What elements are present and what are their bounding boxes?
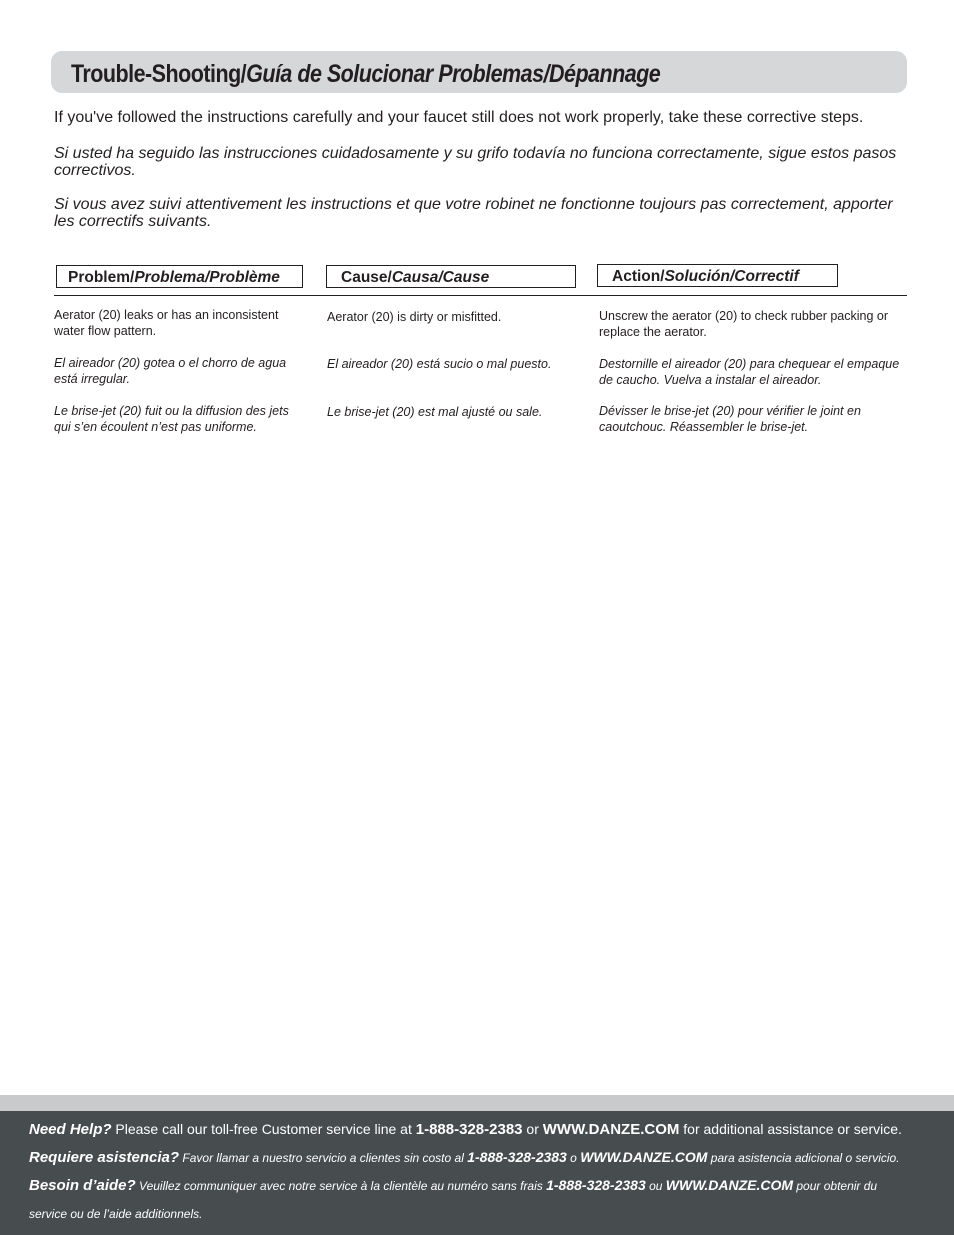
- help-line-english: [29, 1121, 902, 1138]
- website-link[interactable]: WWW.DANZE.COM: [665, 1177, 794, 1193]
- problem-spanish: El aireador (20) gotea o el chorro de agua está irregular.: [54, 356, 287, 386]
- header-cause-rest: Causa/Cause: [391, 269, 490, 286]
- action-french: Dévisser le brise-jet (20) pour vérifier le joint en caoutchouc. Réassembler le brise-jet.: [599, 404, 861, 434]
- header-problem-rest: Problema/Problème: [134, 269, 280, 286]
- cause-french: Le brise-jet (20) est mal ajusté ou sale.: [327, 405, 543, 419]
- help-text-french-continued: service ou de l’aide additionnels.: [29, 1207, 203, 1221]
- title-english: Trouble-Shooting/: [71, 60, 247, 88]
- help-connector-french: ou: [645, 1179, 666, 1193]
- help-connector-english: or: [522, 1121, 543, 1137]
- help-label-spanish: Requiere asistencia?: [29, 1149, 180, 1166]
- header-action-rest: Solución/Correctif: [664, 268, 799, 285]
- header-cause-en: Cause/: [341, 269, 392, 286]
- help-connector-spanish: o: [566, 1151, 581, 1165]
- intro-english: If you've followed the instructions carefully and your faucet still does not work properly, take these corrective steps.: [54, 109, 864, 126]
- title-bar: [51, 51, 907, 93]
- help-line-french: [29, 1177, 877, 1194]
- help-text-english-end: for additional assistance or service.: [679, 1121, 902, 1137]
- help-text-french-end: pour obtenir du: [793, 1179, 878, 1193]
- header-problem: [56, 265, 303, 288]
- help-line-french-continued: [29, 1207, 202, 1221]
- phone-number: 1-888-328-2383: [415, 1121, 523, 1138]
- title-translations: Guía de Solucionar Problemas/Dépannage: [246, 60, 661, 88]
- problem-english: Aerator (20) leaks or has an inconsistent water flow pattern.: [54, 308, 279, 338]
- help-text-spanish: Favor llamar a nuestro servicio a clientes sin costo al: [179, 1151, 468, 1165]
- action-spanish: Destornille el aireador (20) para chequear el empaque de caucho. Vuelva a instalar el aireador.: [599, 357, 900, 387]
- help-text-spanish-end: para asistencia adicional o servicio.: [707, 1151, 900, 1165]
- phone-number: 1-888-328-2383: [467, 1149, 567, 1165]
- help-text-french: Veuillez communiquer avec notre service à la clientèle au numéro sans frais: [135, 1179, 547, 1193]
- header-action: [597, 264, 838, 287]
- footer-band: [0, 1095, 954, 1111]
- help-text-english: Please call our toll-free Customer service line at: [111, 1121, 416, 1137]
- phone-number: 1-888-328-2383: [546, 1177, 646, 1193]
- intro-spanish: Si usted ha seguido las instrucciones cuidadosamente y su grifo todavía no funciona correctamente, sigue estos pasos correctivos.: [54, 145, 897, 179]
- header-cause: [326, 265, 576, 288]
- help-label-english: Need Help?: [29, 1121, 112, 1138]
- table-rule: [54, 295, 907, 296]
- website-link[interactable]: WWW.DANZE.COM: [542, 1121, 680, 1138]
- intro-french: Si vous avez suivi attentivement les instructions et que votre robinet ne fonctionne toujours pas correctement, apporter les correctifs suivants.: [54, 196, 893, 230]
- help-footer: [0, 1111, 954, 1235]
- header-problem-en: Problem/: [68, 269, 135, 286]
- help-line-spanish: [29, 1149, 900, 1166]
- website-link[interactable]: WWW.DANZE.COM: [580, 1149, 708, 1165]
- problem-french: Le brise-jet (20) fuit ou la diffusion des jets qui s’en écoulent n’est pas uniforme.: [54, 404, 289, 434]
- action-english: Unscrew the aerator (20) to check rubber packing or replace the aerator.: [599, 309, 889, 339]
- header-action-en: Action/: [612, 268, 665, 285]
- help-label-french: Besoin d’aide?: [29, 1177, 136, 1194]
- cause-english: Aerator (20) is dirty or misfitted.: [327, 310, 502, 324]
- page-title: [71, 51, 790, 97]
- cause-spanish: El aireador (20) está sucio o mal puesto.: [327, 357, 552, 371]
